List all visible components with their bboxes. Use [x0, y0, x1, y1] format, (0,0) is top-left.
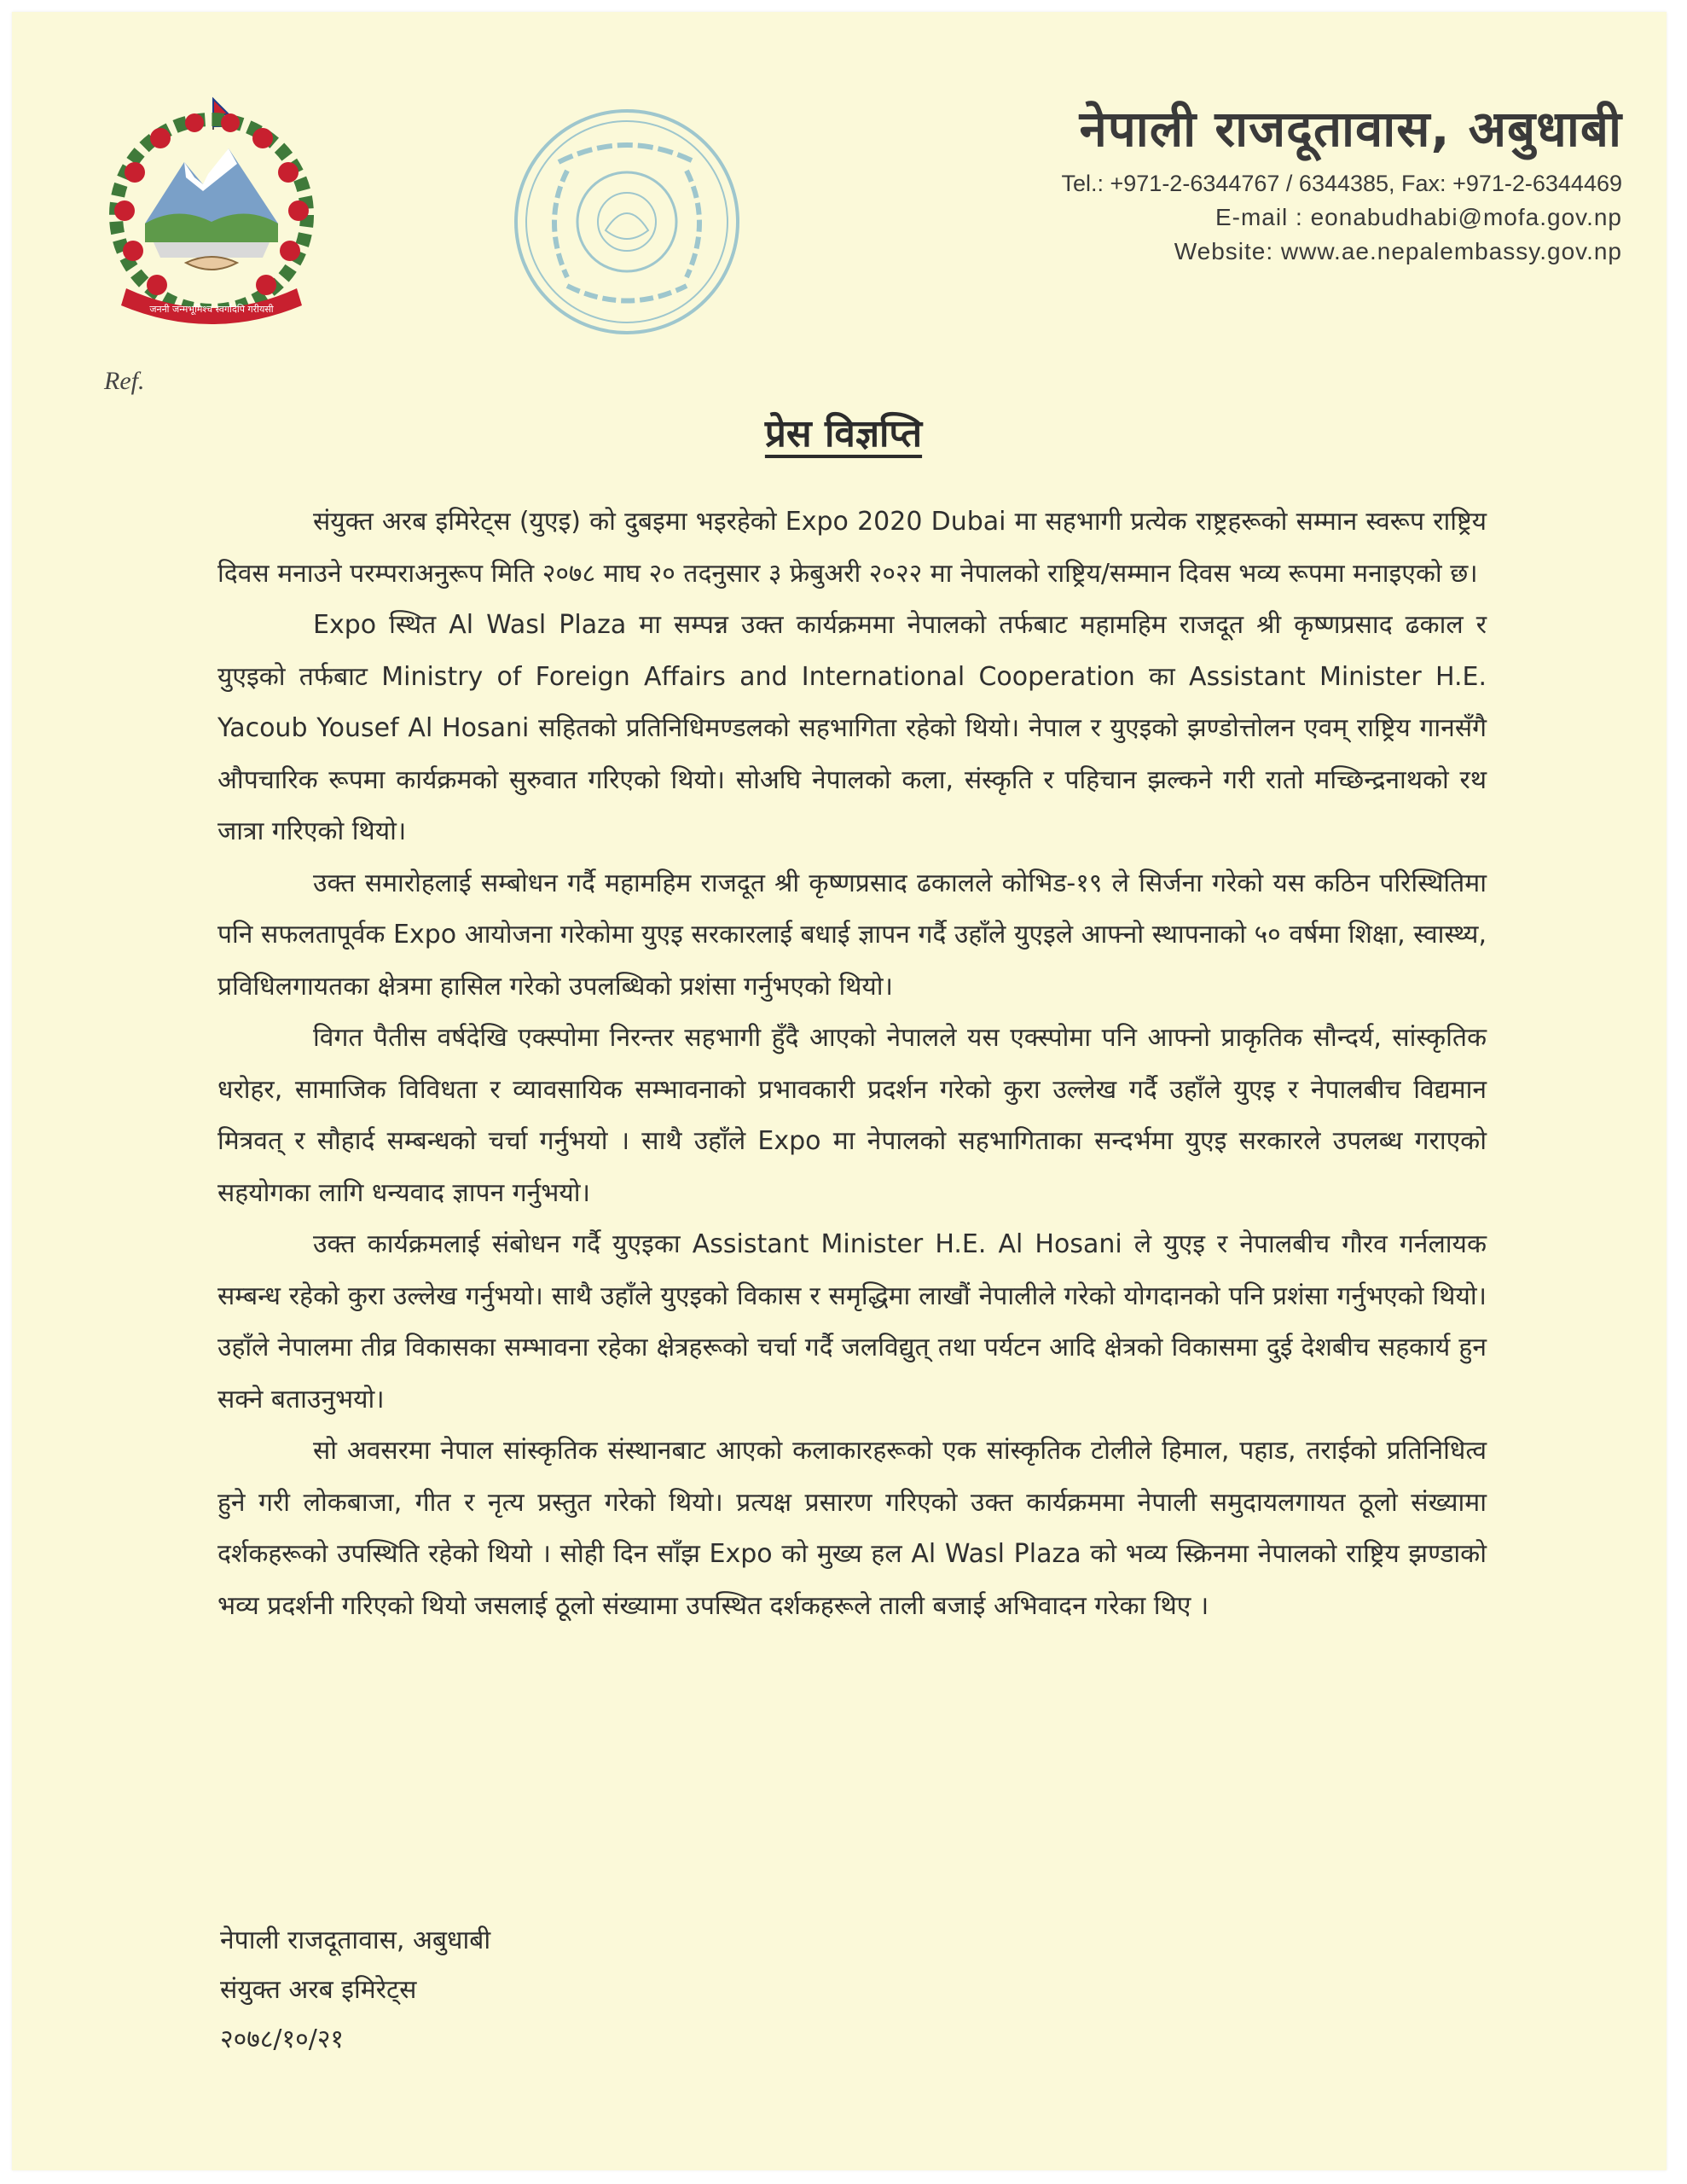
- signature-date: २०७८/१०/२१: [220, 2024, 345, 2054]
- embassy-stamp-icon: [507, 102, 746, 341]
- signature-country: संयुक्त अरब इमिरेट्स: [220, 1975, 417, 2005]
- paragraph-6: सो अवसरमा नेपाल सांस्कृतिक संस्थानबाट आएको कलाकारहरूको एक सांस्कृतिक टोलीले हिमाल, पहाड, तराईको प्रतिनिधित्व हुने गरी लोकबाजा, गीत र नृत्य प्रस्तुत गरेको थियो। प्रत्यक्ष प्रसारण गरिएको उक्त कार्यक्रममा नेपाली समुदायलगायत ठूलो संख्यामा दर्शकहरूको उपस्थिति रहेको थियो । सोही दिन साँझ Expo को मुख्य हल Al Wasl Plaza को भव्य स्क्रिनमा नेपालको राष्ट्रिय झण्डाको भव्य प्रदर्शनी गरिएको थियो जसलाई ठूलो संख्यामा उपस्थित दर्शकहरूले ताली बजाई अभिवादन गरेका थिए ।: [217, 1436, 1487, 1621]
- paragraph-5: उक्त कार्यक्रमलाई संबोधन गर्दै युएइका Assistant Minister H.E. Al Hosani ले युएइ र नेपालबीच गौरव गर्नलायक सम्बन्ध रहेको कुरा उल्लेख गर्नुभयो। साथै उहाँले युएइको विकास र समृद्धिमा लाखौं नेपालीले गरेको योगदानको पनि प्रशंसा गर्नुभएको थियो। उहाँले नेपालमा तीव्र विकासका सम्भावना रहेका क्षेत्रहरूको चर्चा गर्दै जलविद्युत् तथा पर्यटन आदि क्षेत्रको विकासमा दुई देशबीच सहकार्य हुन सक्ने बताउनुभयो।: [217, 1229, 1487, 1414]
- paragraph-1: संयुक्त अरब इमिरेट्स (युएइ) को दुबइमा भइरहेको Expo 2020 Dubai मा सहभागी प्रत्येक राष्ट्रहरूको सम्मान स्वरूप राष्ट्रिय दिवस मनाउने परम्पराअनुरूप मिति २०७८ माघ २० तदनुसार ३ फ्रेबुअरी २०२२ मा नेपालको राष्ट्रिय/सम्मान दिवस भव्य रूपमा मनाइएको छ।: [217, 507, 1487, 589]
- signature-embassy: नेपाली राजदूतावास, अबुधाबी: [220, 1926, 491, 1955]
- paragraph-3: उक्त समारोहलाई सम्बोधन गर्दै महामहिम राजदूत श्री कृष्णप्रसाद ढकालले कोभिड-१९ ले सिर्जना गरेको यस कठिन परिस्थितिमा पनि सफलतापूर्वक Expo आयोजना गरेकोमा युएइ सरकारलाई बधाई ज्ञापन गर्दै उहाँले युएइले आफ्नो स्थापनाको ५० वर्षमा शिक्षा, स्वास्थ्य, प्रविधिलगायतका क्षेत्रमा हासिल गरेको उपलब्धिको प्रशंसा गर्नुभएको थियो।: [217, 868, 1487, 1002]
- page-title-text: प्रेस विज्ञप्ति: [764, 412, 923, 456]
- paragraph-2: Expo स्थित Al Wasl Plaza मा सम्पन्न उक्त कार्यक्रममा नेपालको तर्फबाट महामहिम राजदूत श्री कृष्णप्रसाद ढकाल र युएइको तर्फबाट Ministry of Foreign Affairs and International Cooperation का Assistant Minister H.E. Yacoub Yousef Al Hosani सहितको प्रतिनिधिमण्डलको सहभागिता रहेको थियो। नेपाल र युएइको झण्डोत्तोलन एवम् राष्ट्रिय गानसँगै औपचारिक रूपमा कार्यक्रमको सुरुवात गरिएको थियो। सोअघि नेपालको कला, संस्कृति र पहिचान झल्कने गरी रातो मच्छिन्द्रनाथको रथ जात्रा गरिएको थियो।: [217, 610, 1487, 846]
- reference-label: Ref.: [104, 367, 145, 395]
- signature-block: [220, 1916, 490, 2065]
- nepal-national-emblem-icon: [101, 96, 322, 326]
- embassy-name: नेपाली राजदूतावास, अबुधाबी: [1079, 100, 1622, 158]
- page-title: [0, 406, 1687, 457]
- website-address: Website: www.ae.nepalembassy.gov.np: [1174, 237, 1622, 264]
- letterhead: [923, 101, 1622, 269]
- press-release-body: [217, 497, 1487, 1632]
- email-address: E-mail : eonabudhabi@mofa.gov.np: [1215, 203, 1622, 230]
- telephone-fax: Tel.: +971-2-6344767 / 6344385, Fax: +971-2-6344469: [1061, 170, 1622, 196]
- paragraph-4: विगत पैतीस वर्षदेखि एक्स्पोमा निरन्तर सहभागी हुँदै आएको नेपालले यस एक्स्पोमा पनि आफ्नो प्राकृतिक सौन्दर्य, सांस्कृतिक धरोहर, सामाजिक विविधता र व्यावसायिक सम्भावनाको प्रभावकारी प्रदर्शन गरेको कुरा उल्लेख गर्दै उहाँले युएइ र नेपालबीच विद्यमान मित्रवत् र सौहार्द सम्बन्धको चर्चा गर्नुभयो । साथै उहाँले Expo मा नेपालको सहभागिताका सन्दर्भमा युएइ सरकारले उपलब्ध गराएको सहयोगका लागि धन्यवाद ज्ञापन गर्नुभयो।: [217, 1023, 1487, 1208]
- svg-text:जननी जन्मभूमिश्च स्वर्गादपि गर: जननी जन्मभूमिश्च स्वर्गादपि गरीयसी: [149, 304, 274, 315]
